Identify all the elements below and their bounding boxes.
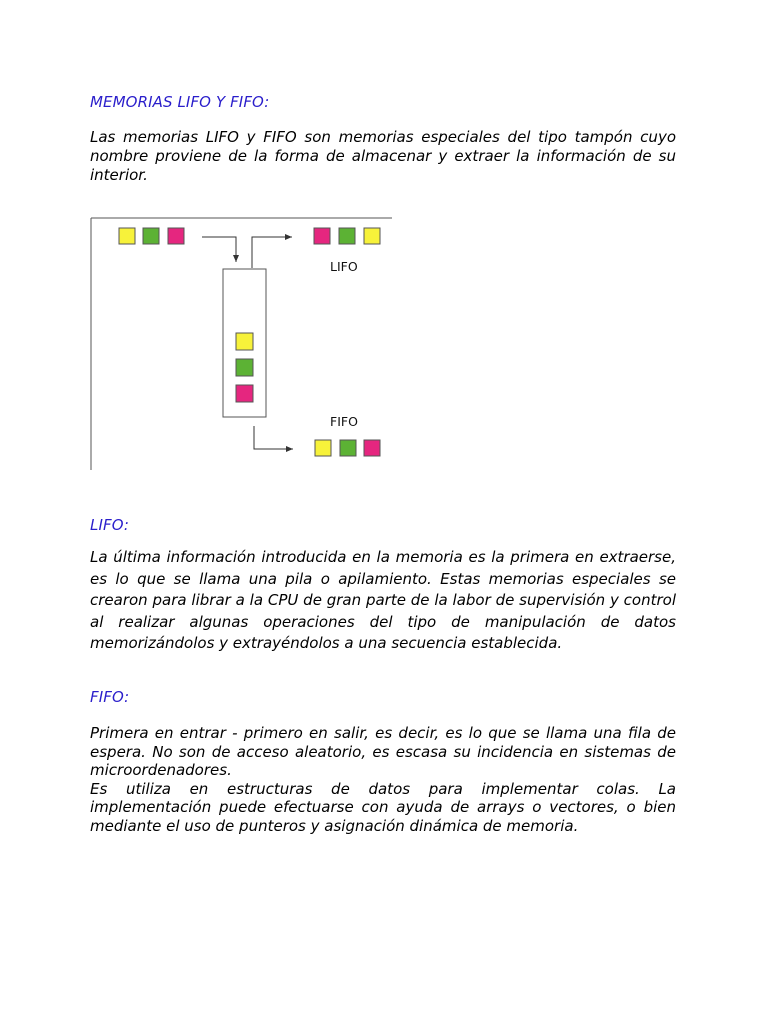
input-square-green [143, 228, 159, 244]
fifo-paragraph-part-1: Primera en entrar - primero en salir, es decir, es lo que se llama una fila de espera. No son de acceso aleatorio, es escasa su incidencia en sistemas de microordenadores. [90, 724, 676, 779]
lifo-output-square-pink [314, 228, 330, 244]
lifo-output-square-yellow [364, 228, 380, 244]
input-square-pink [168, 228, 184, 244]
lifo-output-arrow [252, 237, 292, 268]
diagram-svg [88, 214, 394, 470]
fifo-output-square-pink [364, 440, 380, 456]
fifo-paragraph-part-2: Es utiliza en estructuras de datos para implementar colas. La implementación puede efectuarse con ayuda de arrays o vectores, o bien mediante el uso de punteros y asignación dinámica de memoria. [90, 779, 676, 835]
lifo-output-square-green [339, 228, 355, 244]
intro-paragraph: Las memorias LIFO y FIFO son memorias especiales del tipo tampón cuyo nombre proviene de la forma de almacenar y extraer la información de su interior. [90, 128, 676, 184]
fifo-paragraph [90, 724, 676, 835]
input-square-yellow [119, 228, 135, 244]
fifo-heading: FIFO: [90, 688, 130, 706]
fifo-output-arrow [254, 426, 293, 449]
lifo-label: LIFO [330, 259, 358, 274]
input-arrow [202, 237, 236, 262]
fifo-label: FIFO [330, 414, 358, 429]
page-title: MEMORIAS LIFO Y FIFO: [90, 93, 270, 111]
stack-square-pink [236, 385, 253, 402]
lifo-fifo-diagram [88, 214, 394, 470]
fifo-output-square-green [340, 440, 356, 456]
stack-square-green [236, 359, 253, 376]
stack-square-yellow [236, 333, 253, 350]
lifo-paragraph: La última información introducida en la memoria es la primera en extraerse, es lo que se llama una pila o apilamiento. Estas memorias especiales se crearon para librar a la CPU de gran parte de la labor de supervisión y control al realizar algunas operaciones del tipo de manipulación de datos memorizándolos y extrayéndolos a una secuencia establecida. [90, 548, 676, 652]
lifo-heading: LIFO: [90, 516, 130, 534]
fifo-output-square-yellow [315, 440, 331, 456]
